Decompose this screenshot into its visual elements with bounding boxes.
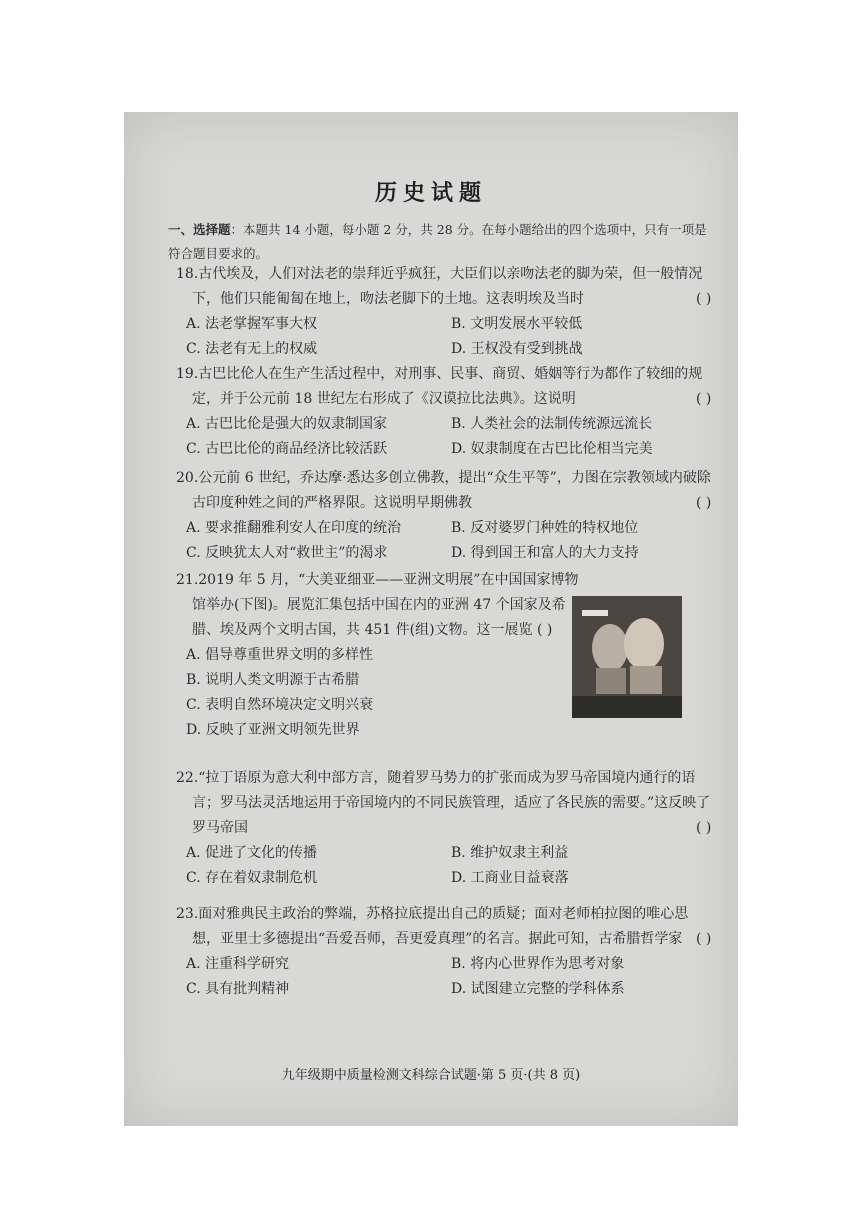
option-c: C. 古巴比伦的商品经济比较活跃	[186, 441, 388, 457]
option-b: B. 反对婆罗门种姓的特权地位	[451, 520, 639, 536]
question-20: 20.公元前 6 世纪，乔达摩·悉达多创立佛教，提出“众生平等”，力图在宗教领域内破除古印度种姓之间的严格界限。这说明早期佛教 ( ) A. 要求推翻雅利安人在印度的统治 B. 反对婆罗门种姓的特权地位 C. 反映犹太人对“救世主”的渴求 D. 得到国王和富人的大力支持	[176, 466, 716, 566]
option-a: A. 法老掌握军事大权	[186, 316, 318, 332]
option-a: A. 古巴比伦是强大的奴隶制国家	[186, 416, 388, 432]
question-stem: 21.2019 年 5 月，“大美亚细亚——亚洲文明展”在中国国家博物馆举办(下图)。展览汇集包括中国在内的亚洲 47 个国家及希腊、埃及两个文明古国，共 451 件(组)文物。这一展览	[176, 572, 579, 638]
answer-blank: ( )	[537, 622, 553, 638]
question-stem: 20.公元前 6 世纪，乔达摩·悉达多创立佛教，提出“众生平等”，力图在宗教领域内破除古印度种姓之间的严格界限。这说明早期佛教	[176, 470, 711, 511]
option-c: C. 表明自然环境决定文明兴衰	[186, 697, 374, 713]
question-22: 22.“拉丁语原为意大利中部方言，随着罗马势力的扩张而成为罗马帝国境内通行的语言；罗马法灵活地运用于帝国境内的不同民族管理，适应了各民族的需要。”这反映了罗马帝国 ( ) A. 促进了文化的传播 B. 维护奴隶主利益 C. 存在着奴隶制危机 D. 工商业日益衰落	[176, 766, 716, 891]
option-d: D. 王权没有受到挑战	[451, 341, 583, 357]
option-b: B. 维护奴隶主利益	[451, 845, 569, 861]
question-stem: 23.面对雅典民主政治的弊端，苏格拉底提出自己的质疑；面对老师柏拉图的唯心思想，亚里士多德提出“吾爱吾师，吾更爱真理”的名言。据此可知，古希腊哲学家	[176, 906, 689, 947]
exam-page-photo	[124, 112, 738, 1126]
option-b: B. 将内心世界作为思考对象	[451, 956, 625, 972]
option-d: D. 得到国王和富人的大力支持	[451, 545, 639, 561]
option-c: C. 存在着奴隶制危机	[186, 870, 318, 886]
option-b: B. 说明人类文明源于古希腊	[186, 672, 360, 688]
question-23: 23.面对雅典民主政治的弊端，苏格拉底提出自己的质疑；面对老师柏拉图的唯心思想，亚里士多德提出“吾爱吾师，吾更爱真理”的名言。据此可知，古希腊哲学家 ( ) A. 注重科学研究 B. 将内心世界作为思考对象 C. 具有批判精神 D. 试图建立完整的学科体系	[176, 902, 716, 1002]
question-stem: 22.“拉丁语原为意大利中部方言，随着罗马势力的扩张而成为罗马帝国境内通行的语言；罗马法灵活地运用于帝国境内的不同民族管理，适应了各民族的需要。”这反映了罗马帝国	[176, 770, 711, 836]
option-b: B. 文明发展水平较低	[451, 316, 583, 332]
page-footer: 九年级期中质量检测文科综合试题·第 5 页·(共 8 页)	[281, 1068, 581, 1083]
option-d: D. 试图建立完整的学科体系	[451, 981, 625, 997]
section-instructions-text: 本题共 14 小题，每小题 2 分，共 28 分。在每小题给出的四个选项中，只有一项是符合题目要求的。	[168, 222, 707, 261]
page-title: 历史试题	[374, 180, 487, 206]
option-a: A. 注重科学研究	[186, 956, 290, 972]
option-d: D. 工商业日益衰落	[451, 870, 569, 886]
question-18: 18.古代埃及，人们对法老的崇拜近乎疯狂，大臣们以亲吻法老的脚为荣，但一般情况下，他们只能匍匐在地上，吻法老脚下的土地。这表明埃及当时 ( ) A. 法老掌握军事大权 B. 文明发展水平较低 C. 法老有无上的权威 D. 王权没有受到挑战	[176, 262, 716, 362]
option-d: D. 反映了亚洲文明领先世界	[186, 722, 360, 738]
option-c: C. 反映犹太人对“救世主”的渴求	[186, 545, 388, 561]
section-label: 一、选择题	[168, 222, 231, 237]
question-stem: 19.古巴比伦人在生产生活过程中，对刑事、民事、商贸、婚姻等行为都作了较细的规定，并于公元前 18 世纪左右形成了《汉谟拉比法典》。这说明	[176, 366, 703, 407]
section-instructions: 一、选择题：本题共 14 小题，每小题 2 分，共 28 分。在每小题给出的四个选项中，只有一项是符合题目要求的。	[168, 222, 707, 261]
option-d: D. 奴隶制度在古巴比伦相当完美	[451, 441, 653, 457]
option-c: C. 具有批判精神	[186, 981, 290, 997]
question-19: 19.古巴比伦人在生产生活过程中，对刑事、民事、商贸、婚姻等行为都作了较细的规定，并于公元前 18 世纪左右形成了《汉谟拉比法典》。这说明 ( ) A. 古巴比伦是强大的奴隶制国家 B. 人类社会的法制传统源远流长 C. 古巴比伦的商品经济比较活跃 D. 奴隶制度在古巴比伦相当完美	[176, 362, 716, 462]
question-stem: 18.古代埃及，人们对法老的崇拜近乎疯狂，大臣们以亲吻法老的脚为荣，但一般情况下，他们只能匍匐在地上，吻法老脚下的土地。这表明埃及当时	[176, 266, 703, 307]
exhibition-photo	[572, 596, 682, 718]
option-a: A. 倡导尊重世界文明的多样性	[186, 647, 374, 663]
option-b: B. 人类社会的法制传统源远流长	[451, 416, 653, 432]
option-a: A. 促进了文化的传播	[186, 845, 318, 861]
option-c: C. 法老有无上的权威	[186, 341, 318, 357]
option-a: A. 要求推翻雅利安人在印度的统治	[186, 520, 402, 536]
